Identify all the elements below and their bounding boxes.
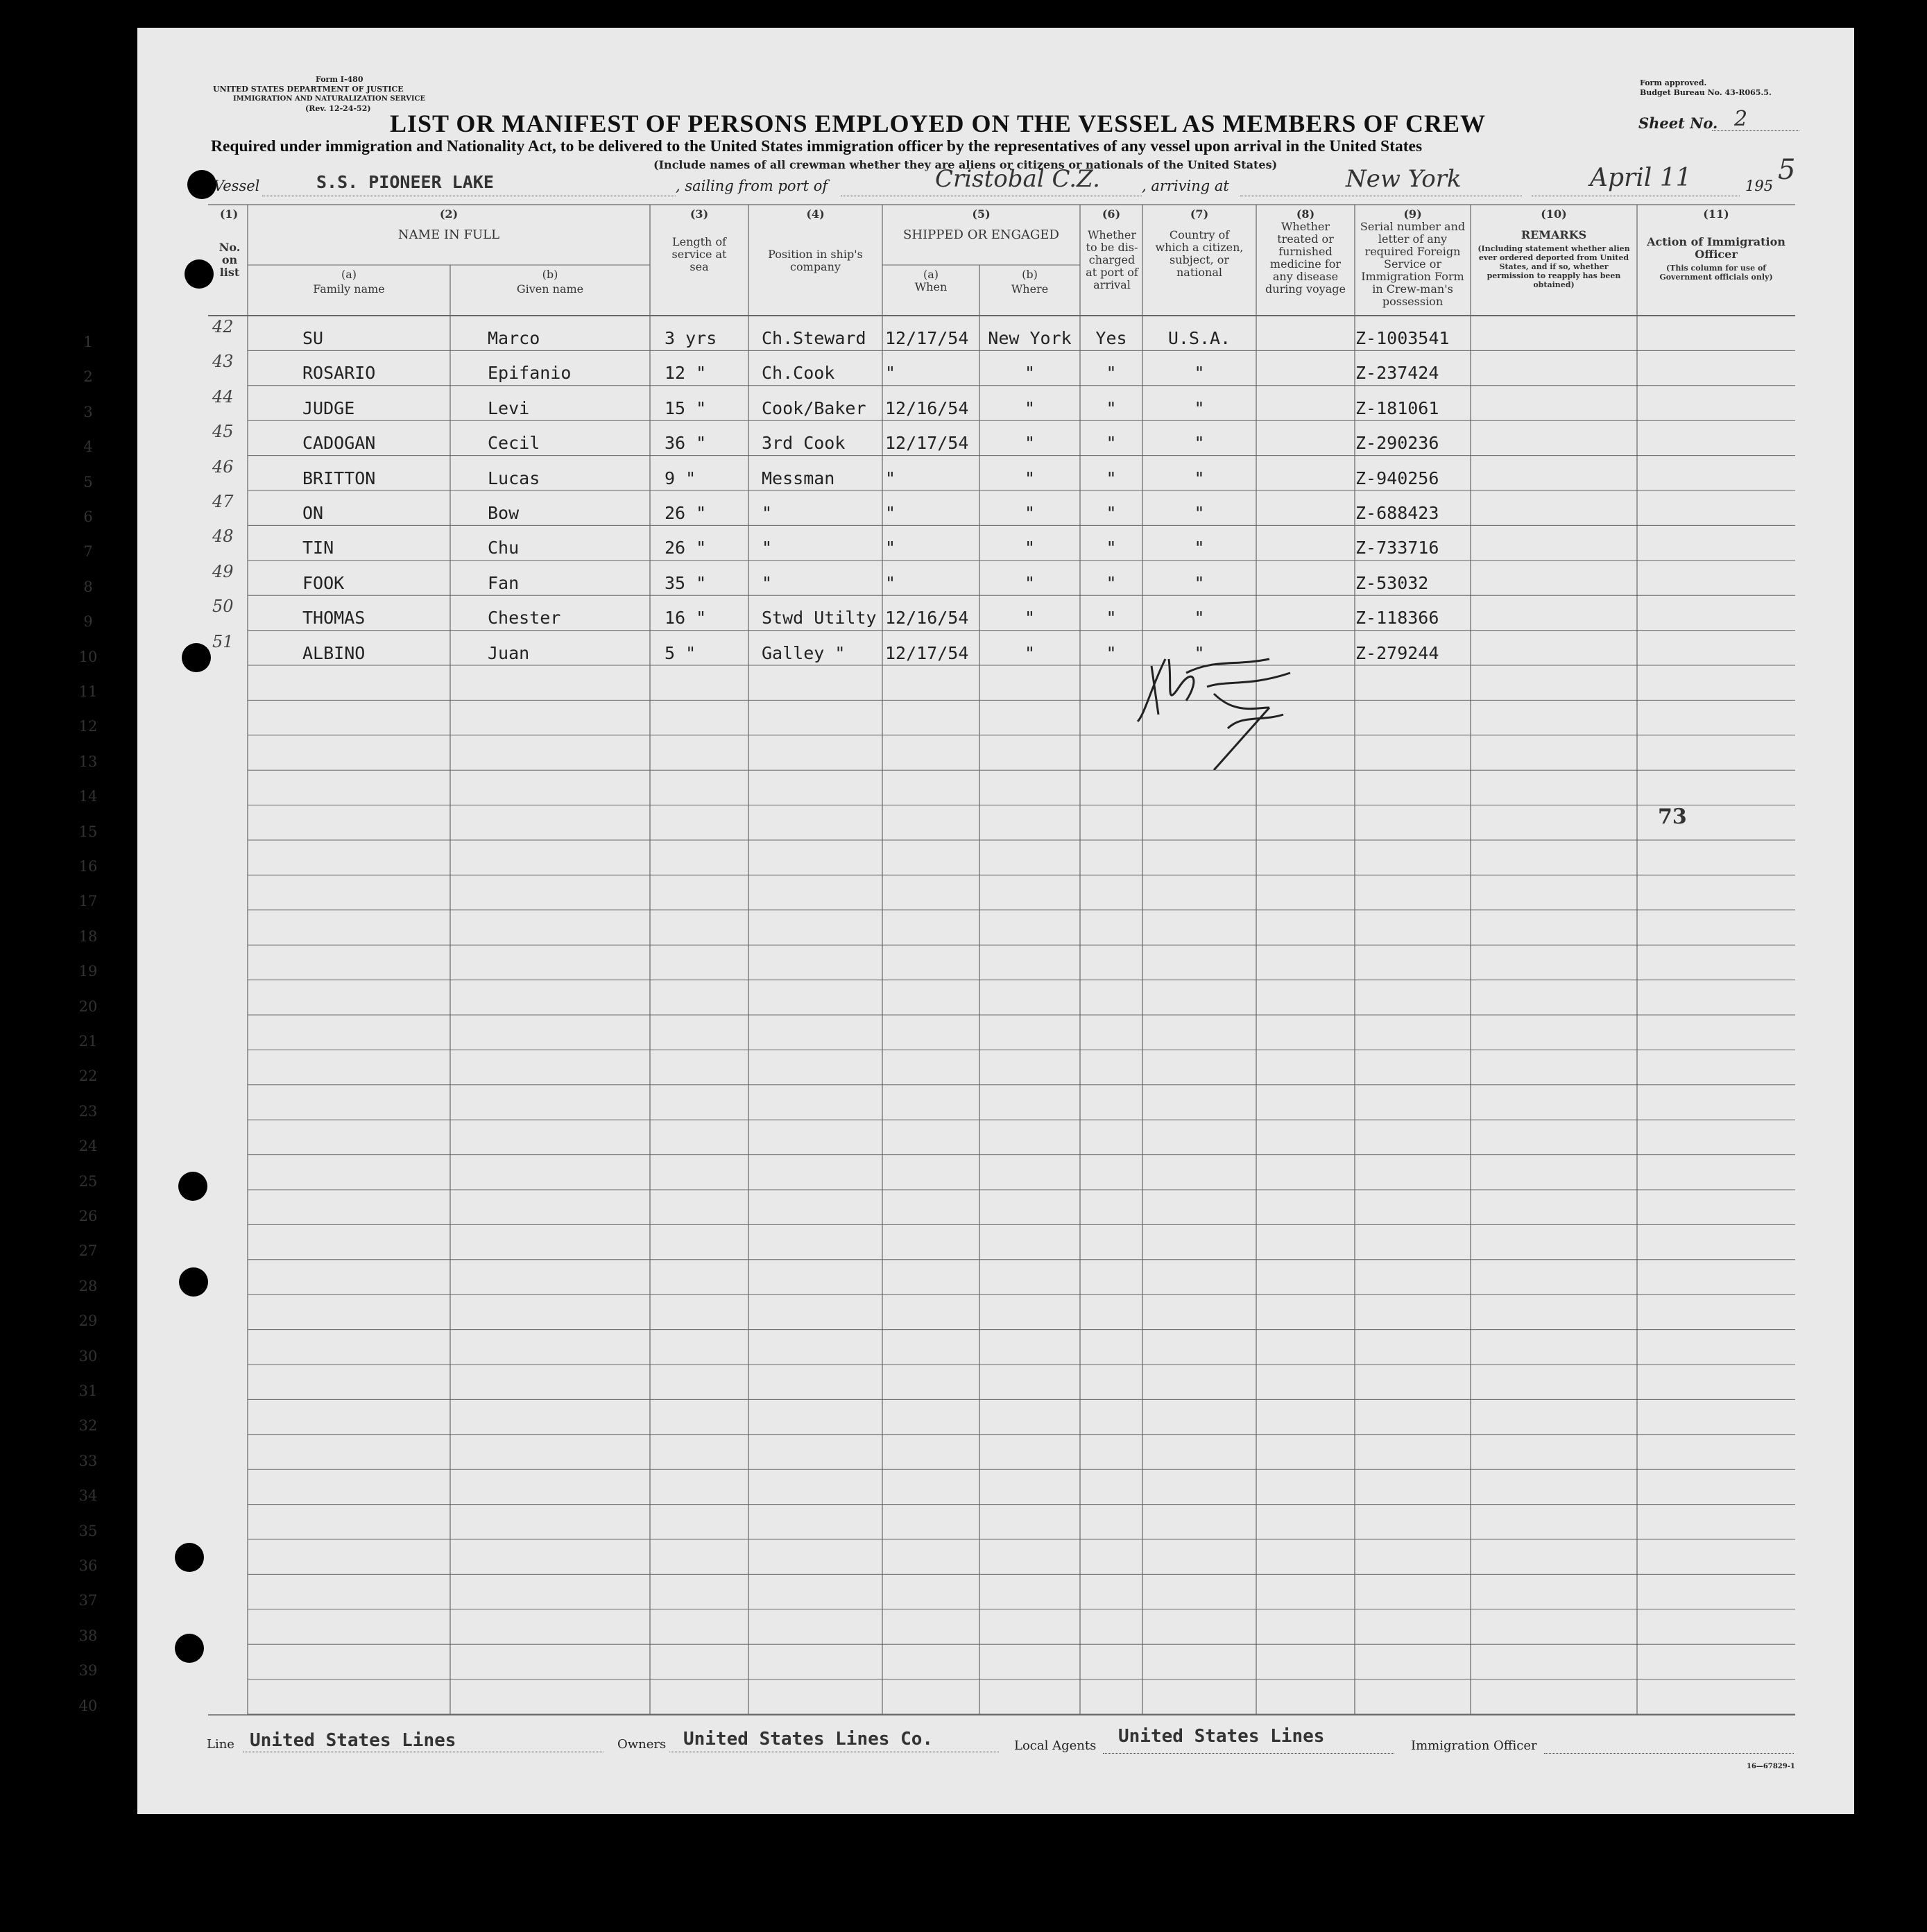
row-position: 3rd Cook xyxy=(762,433,846,454)
col2b-number: (b) xyxy=(542,268,558,281)
row-handwritten-number: 43 xyxy=(212,352,234,372)
row-number: 28 xyxy=(78,1277,98,1294)
col6-header: Whether to be dis-charged at port of arrival xyxy=(1086,228,1138,291)
row-number: 21 xyxy=(78,1033,98,1050)
row-serial: Z-940256 xyxy=(1355,468,1439,488)
row-when: " xyxy=(885,503,896,523)
row-number: 15 xyxy=(78,823,98,840)
col7-header: Country of which a citizen, subject, or national xyxy=(1155,228,1244,279)
row-when: 12/16/54 xyxy=(885,397,969,418)
row-when: " xyxy=(885,363,896,384)
footer-owners-value: United States Lines Co. xyxy=(683,1729,934,1750)
row-family: FOOK xyxy=(302,572,345,593)
row-serial: Z-1003541 xyxy=(1355,328,1450,348)
year-suffix: 5 xyxy=(1778,154,1796,186)
col10-header: REMARKS xyxy=(1521,228,1587,241)
row-handwritten-number: 44 xyxy=(212,386,234,407)
row-given: Bow xyxy=(488,503,520,523)
row-number: 7 xyxy=(83,543,93,561)
row-when: " xyxy=(885,572,896,593)
row-when: 12/16/54 xyxy=(885,608,969,629)
row-serial: Z-290236 xyxy=(1355,433,1439,454)
row-number: 27 xyxy=(78,1242,98,1260)
row-number: 18 xyxy=(78,927,98,945)
row-number: 33 xyxy=(78,1452,98,1469)
col5a-number: (a) xyxy=(923,268,939,281)
col7-number: (7) xyxy=(1190,207,1209,221)
row-position: Ch.Cook xyxy=(762,363,835,384)
row-serial: Z-237424 xyxy=(1355,363,1439,384)
row-where: " xyxy=(1024,397,1036,418)
row-position: Ch.Steward xyxy=(762,328,866,348)
row-country: " xyxy=(1194,538,1205,558)
arriving-port: New York xyxy=(1346,165,1462,193)
row-when: 12/17/54 xyxy=(885,642,969,663)
row-when: " xyxy=(885,468,896,488)
row-position: " xyxy=(762,538,773,558)
row-discharged: Yes xyxy=(1095,328,1127,348)
arrival-date: April 11 xyxy=(1590,164,1692,192)
row-handwritten-number: 49 xyxy=(212,561,234,581)
row-serial: Z-118366 xyxy=(1355,608,1439,629)
footer-line-label: Line xyxy=(207,1737,234,1752)
row-number: 20 xyxy=(78,998,98,1015)
row-length: 9 " xyxy=(665,468,696,488)
col1-number: (1) xyxy=(219,207,239,221)
row-country: " xyxy=(1194,642,1205,663)
col11-number: (11) xyxy=(1703,207,1729,221)
row-when: 12/17/54 xyxy=(885,433,969,454)
col9-header: Serial number and letter of any required Foreign Service or Immigration Form in Crew-man's possession xyxy=(1360,220,1466,308)
row-position: " xyxy=(762,503,773,523)
row-number: 40 xyxy=(78,1697,98,1714)
row-length: 36 " xyxy=(665,433,707,454)
row-family: ON xyxy=(302,503,324,523)
row-given: Chu xyxy=(488,538,520,558)
revision: (Rev. 12-24-52) xyxy=(305,104,371,113)
vessel-name: S.S. PIONEER LAKE xyxy=(316,172,494,192)
row-handwritten-number: 48 xyxy=(212,527,234,547)
form-number: Form I-480 xyxy=(316,75,363,84)
row-serial: Z-279244 xyxy=(1355,642,1439,663)
row-position: Cook/Baker xyxy=(762,397,866,418)
row-given: Juan xyxy=(488,642,530,663)
signature-image xyxy=(1131,642,1325,770)
row-discharged: " xyxy=(1106,503,1117,523)
row-serial: Z-733716 xyxy=(1355,538,1439,558)
row-handwritten-number: 45 xyxy=(212,422,234,442)
page-title: LIST OR MANIFEST OF PERSONS EMPLOYED ON THE VESSEL AS MEMBERS OF CREW xyxy=(390,110,1486,137)
row-country: " xyxy=(1194,363,1205,384)
row-number: 36 xyxy=(78,1557,98,1574)
col11-header: Action of Immigration Officer xyxy=(1647,235,1785,261)
row-number: 23 xyxy=(78,1102,98,1120)
col10-note: (Including statement whether alien ever ordered deported from United States, and if so, whether permission to reapply has been obtained) xyxy=(1478,244,1630,289)
row-where: " xyxy=(1024,572,1036,593)
row-number: 37 xyxy=(78,1592,98,1609)
row-number: 39 xyxy=(78,1662,98,1679)
row-position: " xyxy=(762,572,773,593)
row-handwritten-number: 50 xyxy=(212,597,234,617)
footer-line-value: United States Lines xyxy=(250,1730,456,1751)
row-number: 3 xyxy=(83,403,93,420)
row-when: " xyxy=(885,538,896,558)
budget-bureau: Budget Bureau No. 43-R065.5. xyxy=(1640,88,1772,97)
col5b-number: (b) xyxy=(1022,268,1038,281)
row-where: " xyxy=(1024,503,1036,523)
col9-number: (9) xyxy=(1403,207,1422,221)
col2-number: (2) xyxy=(439,207,459,221)
col8-number: (8) xyxy=(1296,207,1315,221)
row-discharged: " xyxy=(1106,468,1117,488)
row-number: 9 xyxy=(83,613,93,631)
row-where: " xyxy=(1024,608,1036,629)
form-approved: Form approved. xyxy=(1640,78,1707,87)
row-where: " xyxy=(1024,363,1036,384)
row-number: 8 xyxy=(83,578,93,595)
arriving-label: , arriving at xyxy=(1142,178,1229,194)
col11-note: (This column for use of Government officials only) xyxy=(1659,264,1773,282)
row-where: " xyxy=(1024,433,1036,454)
row-country: " xyxy=(1194,572,1205,593)
sheet-label: Sheet No. xyxy=(1638,114,1718,132)
row-number: 29 xyxy=(78,1313,98,1330)
row-serial: Z-181061 xyxy=(1355,397,1439,418)
col2-header: NAME IN FULL xyxy=(397,228,500,242)
row-family: JUDGE xyxy=(302,397,355,418)
row-number: 25 xyxy=(78,1172,98,1190)
row-discharged: " xyxy=(1106,363,1117,384)
row-length: 5 " xyxy=(665,642,696,663)
row-family: ROSARIO xyxy=(302,363,376,384)
col5b-header: Where xyxy=(1011,282,1049,296)
row-number: 19 xyxy=(78,963,98,980)
row-discharged: " xyxy=(1106,397,1117,418)
row-number: 24 xyxy=(78,1138,98,1155)
subtitle: Required under immigration and Nationality Act, to be delivered to the United States immigration officer by the representatives of any vessel upon arrival in the United States xyxy=(211,137,1423,155)
sheet-number: 2 xyxy=(1734,107,1748,131)
year-prefix: 195 xyxy=(1745,178,1774,194)
row-family: THOMAS xyxy=(302,608,366,629)
col3-header: Length of service at sea xyxy=(671,235,727,273)
row-handwritten-number: 46 xyxy=(212,456,234,477)
row-position: Messman xyxy=(762,468,835,488)
row-given: Lucas xyxy=(488,468,540,488)
vessel-label: Vessel xyxy=(214,178,260,194)
row-country: " xyxy=(1194,608,1205,629)
row-position: Stwd Utilty xyxy=(762,608,877,629)
col4-header: Position in ship's company xyxy=(768,248,863,273)
row-where: New York xyxy=(988,328,1072,348)
department: UNITED STATES DEPARTMENT OF JUSTICE xyxy=(213,85,404,94)
row-length: 15 " xyxy=(665,397,707,418)
row-country: " xyxy=(1194,503,1205,523)
row-number: 11 xyxy=(78,683,98,700)
col2a-header: Family name xyxy=(313,282,385,296)
row-where: " xyxy=(1024,642,1036,663)
col6-number: (6) xyxy=(1102,207,1121,221)
print-code: 16—67829-1 xyxy=(1747,1763,1795,1770)
row-handwritten-number: 47 xyxy=(212,492,234,511)
row-number: 34 xyxy=(78,1487,98,1505)
row-number: 35 xyxy=(78,1522,98,1539)
row-given: Chester xyxy=(488,608,561,629)
col5a-header: When xyxy=(914,280,948,293)
footer-agents-rule xyxy=(1103,1753,1394,1754)
annotation-number: 73 xyxy=(1658,805,1687,829)
service: IMMIGRATION AND NATURALIZATION SERVICE xyxy=(233,95,426,103)
row-number: 6 xyxy=(83,508,93,525)
row-family: ALBINO xyxy=(302,642,366,663)
row-length: 26 " xyxy=(665,503,707,523)
footer-agents-value: United States Lines xyxy=(1118,1726,1325,1747)
row-family: CADOGAN xyxy=(302,433,376,454)
row-number: 22 xyxy=(78,1068,98,1085)
row-number: 13 xyxy=(78,753,98,770)
row-number: 10 xyxy=(78,648,98,665)
row-number: 38 xyxy=(78,1627,98,1644)
row-handwritten-number: 51 xyxy=(212,631,234,651)
col1-header: No. on list xyxy=(219,241,241,279)
row-number: 16 xyxy=(78,858,98,875)
col3-number: (3) xyxy=(690,207,709,221)
row-length: 26 " xyxy=(665,538,707,558)
row-number: 12 xyxy=(78,718,98,735)
row-family: SU xyxy=(302,328,324,348)
row-country: " xyxy=(1194,433,1205,454)
footer-officer-rule xyxy=(1544,1753,1794,1754)
row-family: TIN xyxy=(302,538,334,558)
row-given: Fan xyxy=(488,572,520,593)
sailing-label: , sailing from port of xyxy=(676,178,828,194)
row-number: 1 xyxy=(83,334,93,350)
footer-agents-label: Local Agents xyxy=(1014,1738,1097,1753)
row-discharged: " xyxy=(1106,538,1117,558)
row-length: 12 " xyxy=(665,363,707,384)
row-family: BRITTON xyxy=(302,468,376,488)
row-country: " xyxy=(1194,468,1205,488)
row-number: 5 xyxy=(83,473,93,490)
row-serial: Z-53032 xyxy=(1355,572,1429,593)
row-number: 31 xyxy=(78,1383,98,1399)
col5-number: (5) xyxy=(972,207,991,221)
row-discharged: " xyxy=(1106,572,1117,593)
row-serial: Z-688423 xyxy=(1355,503,1439,523)
row-where: " xyxy=(1024,538,1036,558)
row-discharged: " xyxy=(1106,642,1117,663)
row-number: 14 xyxy=(78,788,98,805)
row-where: " xyxy=(1024,468,1036,488)
sailing-port: Cristobal C.Z. xyxy=(935,165,1100,193)
row-country: " xyxy=(1194,397,1205,418)
col8-header: Whether treated or furnished medicine for any disease during voyage xyxy=(1265,220,1346,296)
row-discharged: " xyxy=(1106,608,1117,629)
col4-number: (4) xyxy=(806,207,825,221)
row-length: 16 " xyxy=(665,608,707,629)
footer-owners-label: Owners xyxy=(617,1737,667,1752)
row-length: 3 yrs xyxy=(665,328,717,348)
col5-header: SHIPPED OR ENGAGED xyxy=(903,228,1059,242)
row-number: 17 xyxy=(78,893,98,910)
footer-officer-label: Immigration Officer xyxy=(1411,1738,1537,1753)
row-position: Galley " xyxy=(762,642,846,663)
row-number: 32 xyxy=(78,1417,98,1435)
row-discharged: " xyxy=(1106,433,1117,454)
row-length: 35 " xyxy=(665,572,707,593)
row-when: 12/17/54 xyxy=(885,328,969,348)
row-given: Cecil xyxy=(488,433,540,454)
row-number: 26 xyxy=(78,1208,98,1224)
row-given: Levi xyxy=(488,397,530,418)
row-number: 2 xyxy=(83,368,93,386)
row-handwritten-number: 42 xyxy=(212,317,234,336)
row-given: Epifanio xyxy=(488,363,572,384)
col10-number: (10) xyxy=(1541,207,1567,221)
note: (Include names of all crewman whether they are aliens or citizens or nationals of the United States) xyxy=(653,158,1278,171)
col2a-number: (a) xyxy=(341,268,357,281)
row-number: 30 xyxy=(78,1347,98,1365)
col2b-header: Given name xyxy=(516,282,584,296)
row-number: 4 xyxy=(83,438,93,456)
row-country: U.S.A. xyxy=(1167,328,1231,348)
row-given: Marco xyxy=(488,328,540,348)
